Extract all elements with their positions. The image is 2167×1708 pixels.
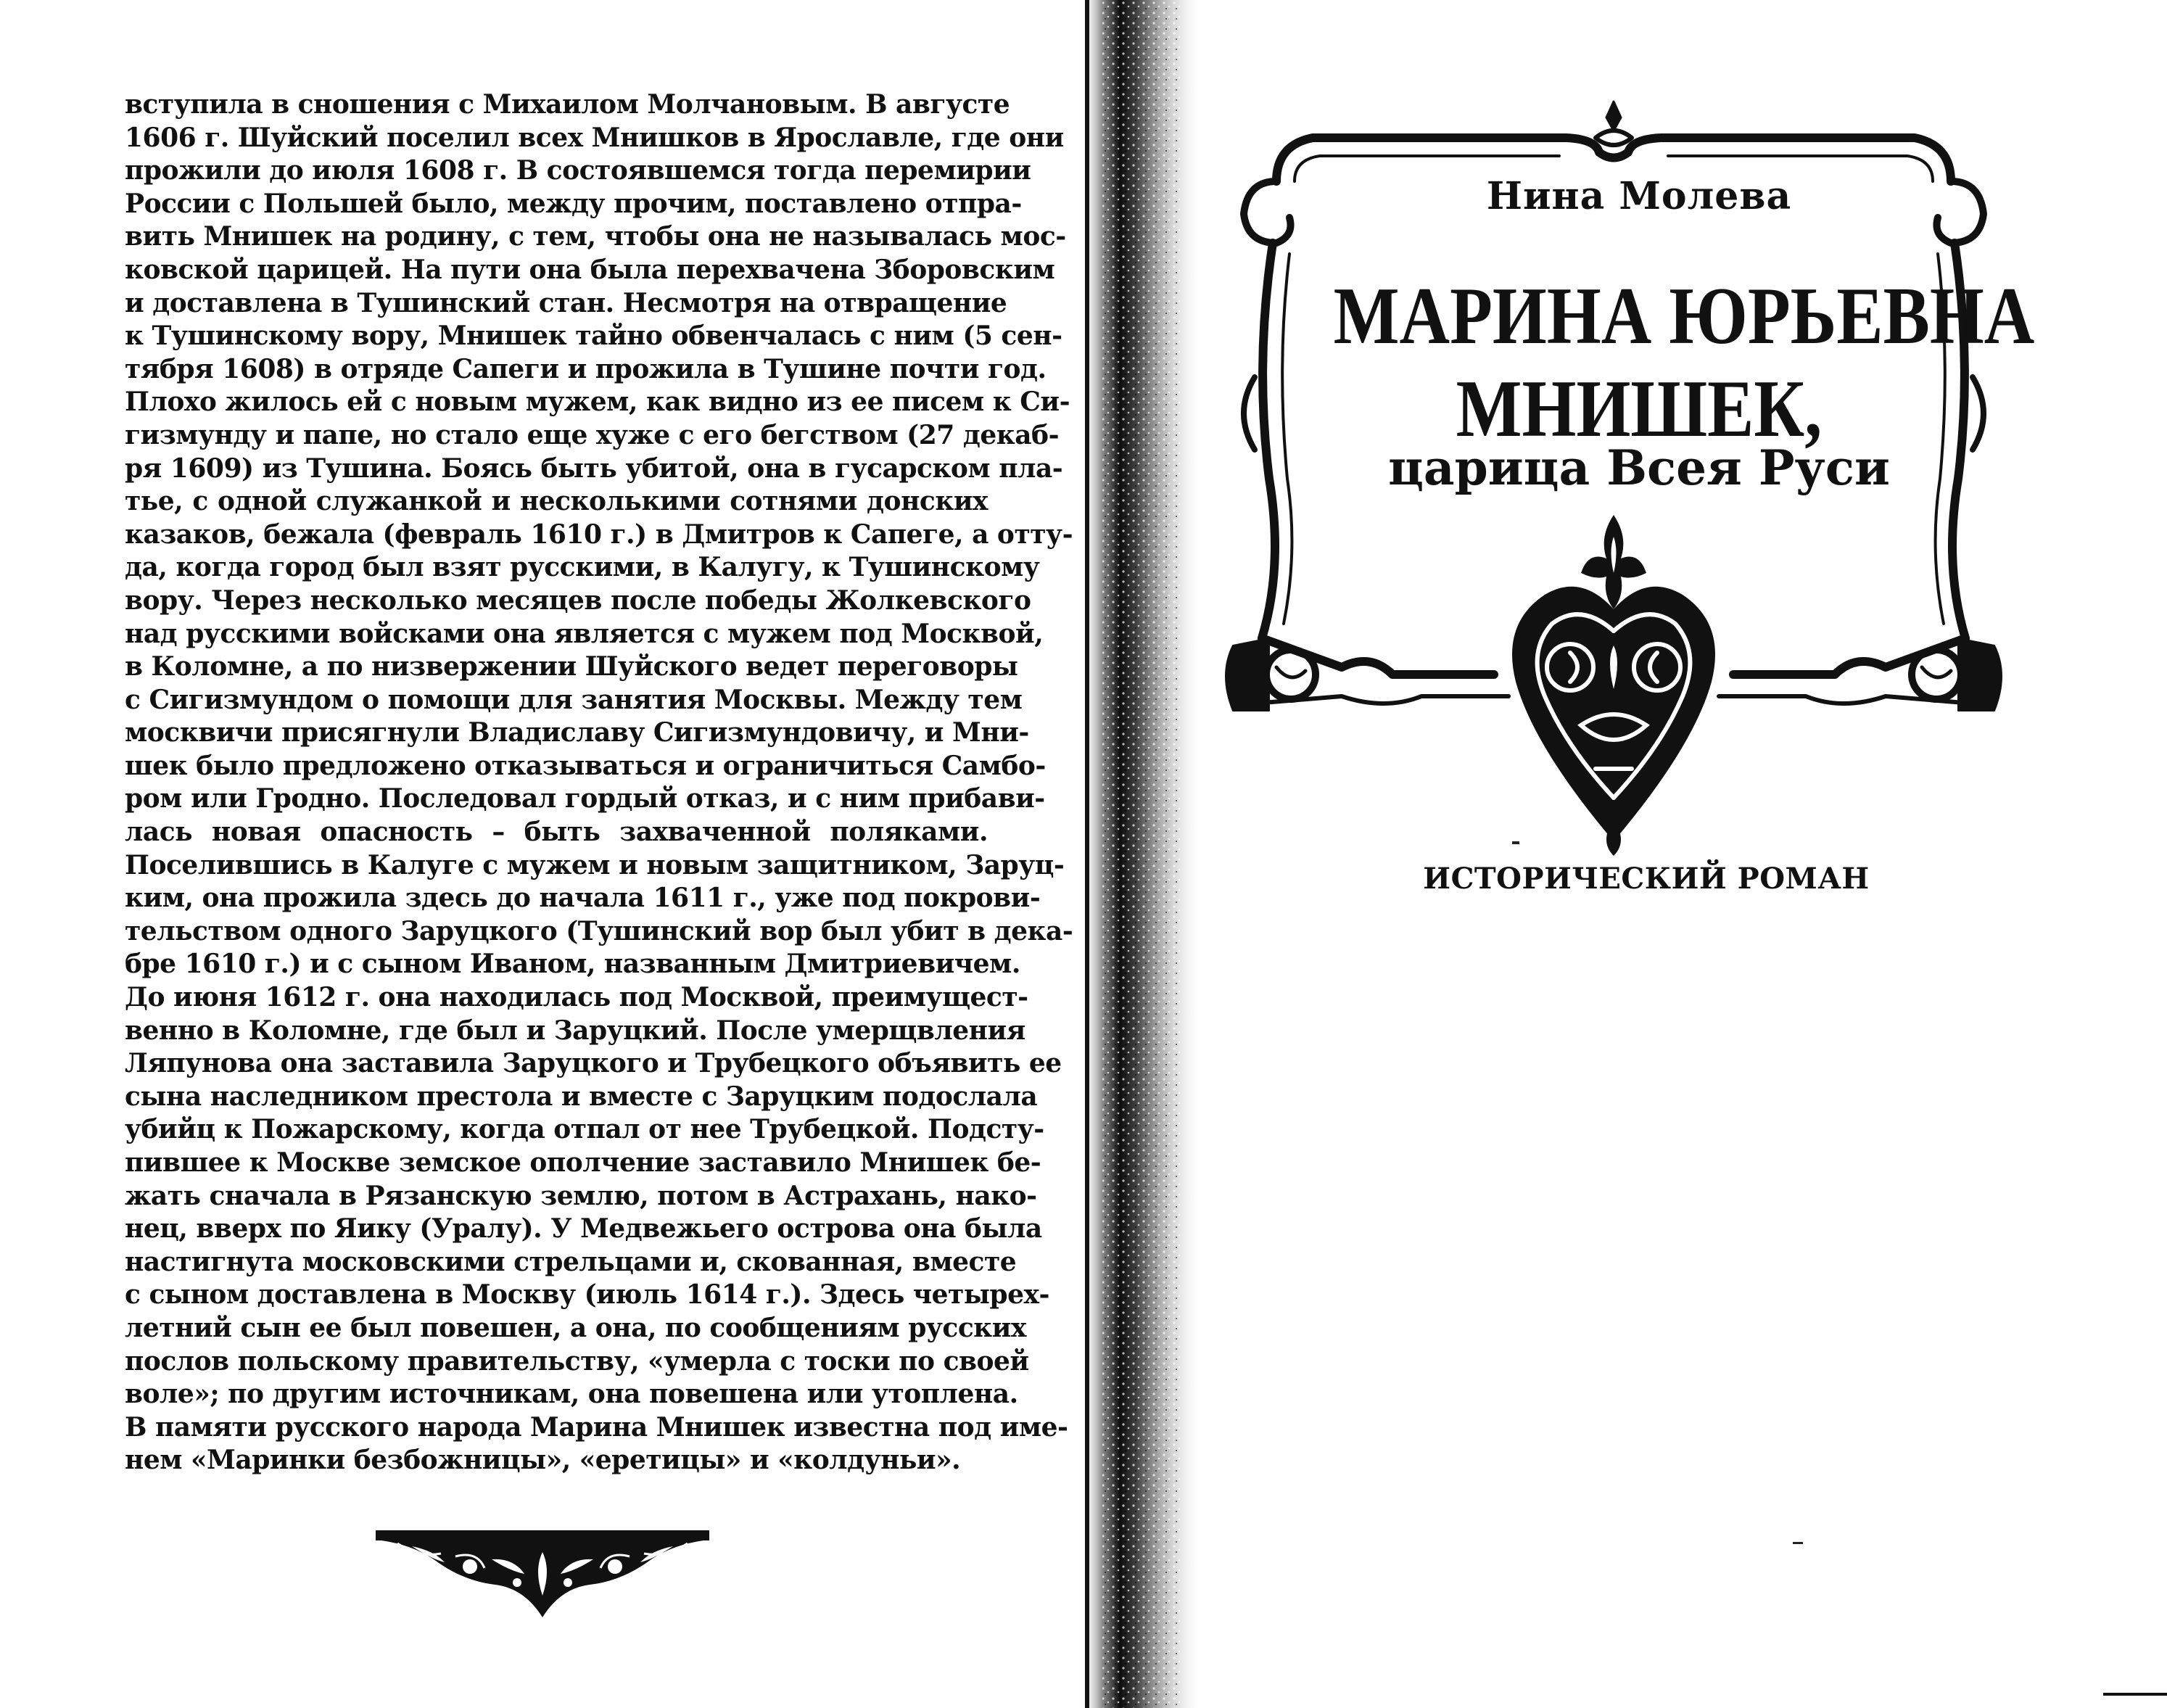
text-line: жать сначала в Рязанскую землю, потом в Астрахань, нако- (125, 1180, 1037, 1211)
text-line: России с Польшей было, между прочим, поставлено отпра- (125, 188, 1022, 219)
text-line: вору. Через несколько месяцев после победы Жолкевского (125, 585, 1031, 616)
text-line: убийц к Пожарскому, когда отпал от нее Трубецкой. Подсту- (125, 1114, 1044, 1145)
book-subtitle: царица Всея Руси (1388, 440, 1890, 496)
heart-knot-ornament (1512, 515, 1715, 856)
text-line: шек было предложено отказываться и ограничиться Самбо- (125, 750, 1046, 781)
text-line: лась новая опасность – быть захваченной поляками. (125, 817, 988, 848)
scan-speck (1512, 841, 1519, 844)
scan-speck (1793, 1542, 1803, 1544)
text-line: летний сын ее был повешен, а она, по сообщениям русских (125, 1312, 1026, 1343)
right-page (1088, 0, 2167, 1708)
text-line: с Сигизмундом о помощи для занятия Москвы. Между тем (125, 684, 1023, 715)
text-line: пившее к Москве земское ополчение заставило Мнишек бе- (125, 1147, 1041, 1178)
genre-label: ИСТОРИЧЕСКИЙ РОМАН (1423, 862, 1870, 896)
text-line: настигнута московскими стрельцами и, скованная, вместе (125, 1246, 1017, 1277)
text-line: ким, она прожила здесь до начала 1611 г., уже под покрови- (125, 883, 1041, 914)
text-line: тельством одного Заруцкого (Тушинский вор был убит в дека- (125, 915, 1073, 946)
author-name: Нина Молева (1486, 174, 1792, 218)
text-line: прожили до июля 1608 г. В состоявшемся тогда перемирии (125, 155, 1031, 186)
text-line: гизмунду и папе, но стало еще хуже с его бегством (27 декаб- (125, 419, 1060, 450)
text-line: москвичи присягнули Владиславу Сигизмундовичу, и Мни- (125, 717, 1029, 748)
book-title-line-2: МНИШЕК, (1456, 364, 1823, 454)
body-text (125, 88, 1073, 1477)
text-line: казаков, бежала (февраль 1610 г.) в Дмитров к Сапеге, а отту- (125, 519, 1073, 550)
text-line: нец, вверх по Яику (Уралу). У Медвежьего острова она была (125, 1213, 1042, 1245)
text-line: с сыном доставлена в Москву (июль 1614 г.). Здесь четырех- (125, 1279, 1049, 1311)
text-line: 1606 г. Шуйский поселил всех Мнишков в Ярославле, где они (125, 122, 1064, 153)
text-line: сына наследником престола и вместе с Заруцким подослала (125, 1081, 1038, 1112)
text-line: ковской царицей. На пути она была перехвачена Зборовским (125, 254, 1055, 285)
text-line: Плохо жилось ей с новым мужем, как видно из ее писем к Си- (125, 387, 1070, 418)
text-line: тября 1608) в отряде Сапеги и прожила в Тушине почти год. (125, 353, 1047, 384)
text-line: воле»; по другим источникам, она повешена или утоплена. (125, 1379, 1018, 1410)
book-title-line-1: МАРИНА ЮРЬЕВНА (1333, 271, 2035, 361)
ornament-endpiece-icon (368, 1516, 717, 1625)
text-line: нем «Маринки безбожницы», «еретицы» и «колдуньи». (125, 1445, 961, 1476)
page-edge-line (2103, 1693, 2167, 1696)
left-page (0, 0, 1073, 1708)
text-line: венно в Коломне, где был и Заруцкий. После умерщвления (125, 1015, 1025, 1046)
text-line: ря 1609) из Тушина. Боясь быть убитой, она в гусарском пла- (125, 453, 1063, 484)
text-line: к Тушинскому вору, Мнишек тайно обвенчалась с ним (5 сен- (125, 321, 1062, 352)
text-line: Ляпунова она заставила Заруцкого и Трубецкого объявить ее (125, 1048, 1062, 1079)
text-line: вступила в сношения с Михаилом Молчановым. В августе (125, 89, 1010, 120)
text-line: В памяти русского народа Марина Мнишек известна под име- (125, 1411, 1068, 1443)
text-line: тье, с одной служанкой и несколькими сотнями донских (125, 486, 988, 517)
text-line: ром или Гродно. Последовал гордый отказ, и с ним прибави- (125, 783, 1045, 814)
text-line: и доставлена в Тушинский стан. Несмотря на отвращение (125, 287, 1007, 318)
text-line: да, когда город был взят русскими, в Калугу, к Тушинскому (125, 552, 1040, 583)
text-line: над русскими войсками она является с мужем под Москвой, (125, 618, 1044, 649)
text-line: вить Мнишек на родину, с тем, чтобы она не называлась мос- (125, 221, 1066, 252)
text-line: Поселившись в Калуге с мужем и новым защитником, Заруц- (125, 849, 1065, 880)
text-line: послов польскому правительству, «умерла с тоски по своей (125, 1345, 1029, 1377)
text-line: бре 1610 г.) и с сыном Иваном, названным Дмитриевичем. (125, 949, 1020, 980)
text-line: До июня 1612 г. она находилась под Москвой, преимущест- (125, 982, 1028, 1013)
text-line: в Коломне, а по низвержении Шуйского ведет переговоры (125, 651, 1018, 682)
